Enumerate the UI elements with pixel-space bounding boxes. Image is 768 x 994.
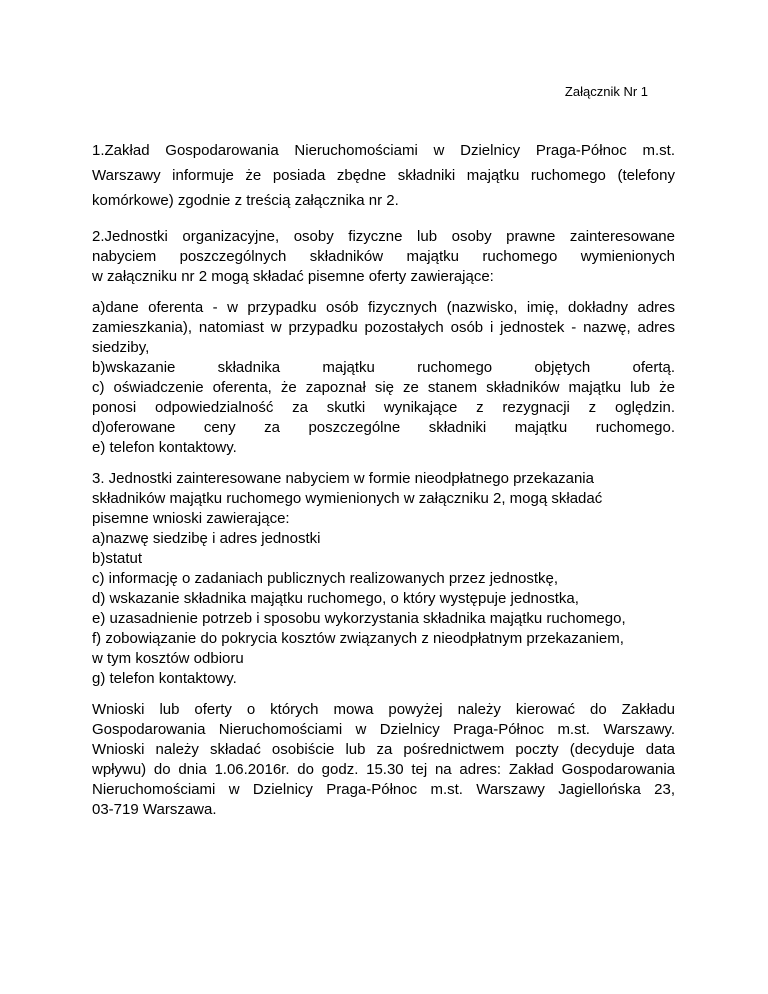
section-3-line: 3. Jednostki zainteresowane nabyciem w formie nieodpłatnego przekazania: [92, 470, 594, 487]
section-3-line: b)statut: [92, 550, 143, 567]
section-2-item-line: ponosi odpowiedzialność za skutki wynikające z rezygnacji z oględzin.: [92, 399, 675, 416]
section-1-line: 1.Zakład Gospodarowania Nieruchomościami w Dzielnicy Praga-Północ m.st.: [92, 142, 675, 159]
section-2-paragraph: [92, 227, 675, 287]
section-3-line: g) telefon kontaktowy.: [92, 670, 237, 687]
section-2-item-line: siedziby,: [92, 339, 150, 356]
section-4-line: Gospodarowania Nieruchomościami w Dzielnicy Praga-Północ m.st. Warszawy.: [92, 721, 675, 738]
section-1-line: komórkowe) zgodnie z treścią załącznika nr 2.: [92, 192, 399, 209]
section-3-line: f) zobowiązanie do pokrycia kosztów związanych z nieodpłatnym przekazaniem,: [92, 630, 624, 647]
section-3-line: pisemne wnioski zawierające:: [92, 510, 290, 527]
attachment-label: Załącznik Nr 1: [564, 84, 648, 99]
section-2-line: 2.Jednostki organizacyjne, osoby fizyczne lub osoby prawne zainteresowane: [92, 228, 675, 245]
section-4-line: Nieruchomościami w Dzielnicy Praga-Północ m.st. Warszawy Jagiellońska 23,: [92, 781, 675, 798]
section-3-line: e) uzasadnienie potrzeb i sposobu wykorzystania składnika majątku ruchomego,: [92, 610, 626, 627]
section-2-item-line: d)oferowane ceny za poszczególne składniki majątku ruchomego.: [92, 419, 675, 436]
section-1-line: Warszawy informuje że posiada zbędne składniki majątku ruchomego (telefony: [92, 167, 675, 184]
section-2-item-line: b)wskazanie składnika majątku ruchomego objętych ofertą.: [92, 359, 675, 376]
section-2-item-line: zamieszkania), natomiast w przypadku pozostałych osób i jednostek - nazwę, adres: [92, 319, 675, 336]
section-3-line: w tym kosztów odbioru: [92, 650, 244, 667]
section-3-paragraph: [92, 469, 675, 689]
section-4-line: Wnioski należy składać osobiście lub za pośrednictwem poczty (decyduje data: [92, 741, 675, 758]
section-2-line: w załączniku nr 2 mogą składać pisemne oferty zawierające:: [92, 268, 494, 285]
section-3-line: d) wskazanie składnika majątku ruchomego, o który występuje jednostka,: [92, 590, 579, 607]
section-4-paragraph: [92, 700, 675, 820]
section-3-line: składników majątku ruchomego wymienionych w załączniku 2, mogą składać: [92, 490, 603, 507]
section-2-item-line: e) telefon kontaktowy.: [92, 439, 237, 456]
section-4-line: 03-719 Warszawa.: [92, 801, 217, 818]
section-4-line: Wnioski lub oferty o których mowa powyżej należy kierować do Zakładu: [92, 701, 675, 718]
section-2-items: [92, 298, 675, 458]
section-2-line: nabyciem poszczególnych składników majątku ruchomego wymienionych: [92, 248, 675, 265]
section-2-item-line: c) oświadczenie oferenta, że zapoznał się ze stanem składników majątku lub że: [92, 379, 675, 396]
section-3-line: c) informację o zadaniach publicznych realizowanych przez jednostkę,: [92, 570, 559, 587]
document-body: [92, 138, 675, 820]
section-4-line: wpływu) do dnia 1.06.2016r. do godz. 15.30 tej na adres: Zakład Gospodarowania: [92, 761, 675, 778]
section-1-paragraph: [92, 138, 675, 213]
section-3-line: a)nazwę siedzibę i adres jednostki: [92, 530, 321, 547]
section-2-item-line: a)dane oferenta - w przypadku osób fizycznych (nazwisko, imię, dokładny adres: [92, 299, 675, 316]
